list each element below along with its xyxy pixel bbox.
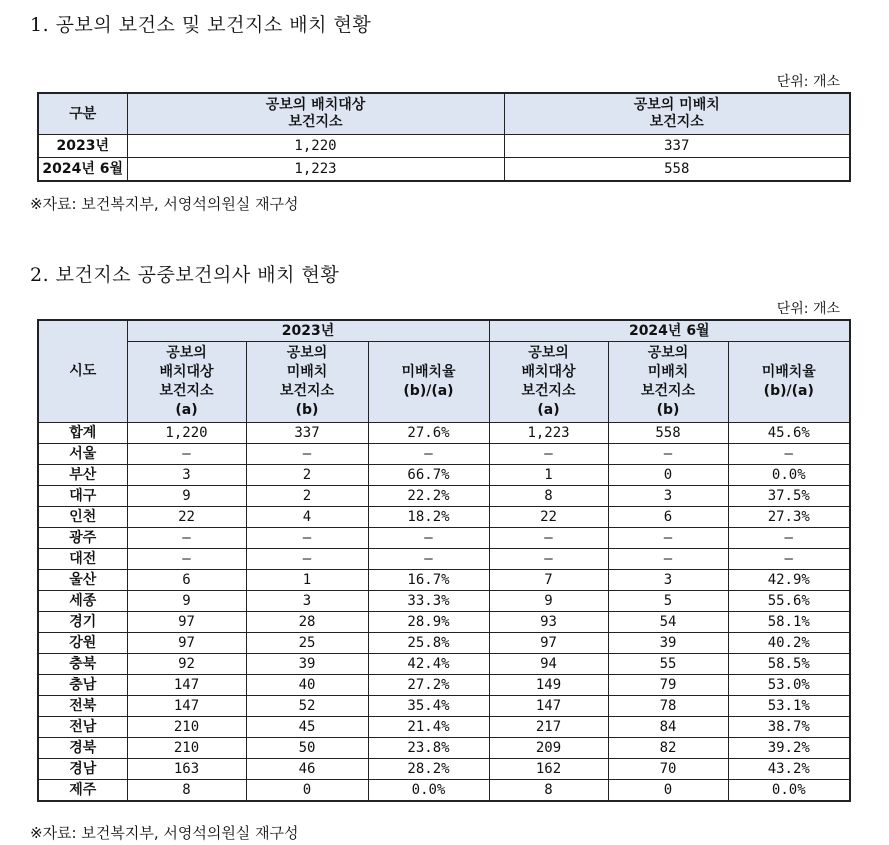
table-row <box>38 759 850 780</box>
region-name: 대구 <box>38 486 127 507</box>
cell-unplaced-2024: 79 <box>608 675 728 696</box>
cell-unplaced-2024: 558 <box>608 423 728 444</box>
cell-unplaced-2023: 337 <box>246 423 368 444</box>
cell-unplaced: 337 <box>504 135 850 158</box>
cell-rate-2023: 18.2% <box>368 507 489 528</box>
cell-unplaced-2024: 70 <box>608 759 728 780</box>
cell-unplaced-2024: 0 <box>608 780 728 802</box>
section2-source: ※자료: 보건복지부, 서영석의원실 재구성 <box>30 824 299 842</box>
header-year-2023: 2023년 <box>127 320 489 342</box>
cell-rate-2024: 53.1% <box>728 696 850 717</box>
cell-rate-2024: 37.5% <box>728 486 850 507</box>
cell-target-2023: 97 <box>127 612 246 633</box>
table-row <box>38 528 850 549</box>
cell-unplaced-2023: – <box>246 528 368 549</box>
cell-target-2023: 3 <box>127 465 246 486</box>
cell-rate-2024: 42.9% <box>728 570 850 591</box>
section1-title: 1. 공보의 보건소 및 보건지소 배치 현황 <box>30 14 372 36</box>
cell-unplaced-2023: 39 <box>246 654 368 675</box>
cell-target-2024: 94 <box>489 654 608 675</box>
cell-unplaced-2023: 4 <box>246 507 368 528</box>
region-name: 충남 <box>38 675 127 696</box>
table-row <box>38 549 850 570</box>
cell-target: 1,223 <box>127 158 504 182</box>
region-name: 부산 <box>38 465 127 486</box>
region-name: 광주 <box>38 528 127 549</box>
cell-target-2024: 93 <box>489 612 608 633</box>
cell-target-2023: 97 <box>127 633 246 654</box>
table-row <box>38 570 850 591</box>
cell-rate-2024: 0.0% <box>728 780 850 802</box>
header-target-2024: 공보의 배치대상 보건지소 (a) <box>489 342 608 423</box>
cell-target-2024: 162 <box>489 759 608 780</box>
cell-unplaced-2024: – <box>608 549 728 570</box>
cell-unplaced-2023: 0 <box>246 780 368 802</box>
header-category: 구분 <box>38 93 127 135</box>
cell-target-2023: – <box>127 549 246 570</box>
cell-target-2024: – <box>489 549 608 570</box>
cell-rate-2023: 27.6% <box>368 423 489 444</box>
cell-target-2023: 1,220 <box>127 423 246 444</box>
cell-rate-2023: 25.8% <box>368 633 489 654</box>
cell-target-2024: 9 <box>489 591 608 612</box>
region-name: 경기 <box>38 612 127 633</box>
table-row <box>38 158 850 182</box>
table-row <box>38 465 850 486</box>
cell-unplaced-2023: 25 <box>246 633 368 654</box>
cell-rate-2024: – <box>728 549 850 570</box>
cell-unplaced-2023: 2 <box>246 465 368 486</box>
cell-target-2024: 97 <box>489 633 608 654</box>
cell-unplaced-2024: 78 <box>608 696 728 717</box>
cell-unplaced-2023: 2 <box>246 486 368 507</box>
table-row <box>38 633 850 654</box>
cell-rate-2023: 35.4% <box>368 696 489 717</box>
cell-unplaced-2024: – <box>608 528 728 549</box>
table-row <box>38 717 850 738</box>
cell-unplaced-2023: 40 <box>246 675 368 696</box>
cell-unplaced-2024: 3 <box>608 486 728 507</box>
cell-unplaced-2024: 39 <box>608 633 728 654</box>
cell-rate-2023: 23.8% <box>368 738 489 759</box>
region-name: 강원 <box>38 633 127 654</box>
cell-rate-2024: 0.0% <box>728 465 850 486</box>
cell-target-2023: 210 <box>127 738 246 759</box>
table-row <box>38 675 850 696</box>
cell-target-2024: 149 <box>489 675 608 696</box>
table-row <box>38 591 850 612</box>
cell-unplaced-2023: 3 <box>246 591 368 612</box>
cell-unplaced-2023: 52 <box>246 696 368 717</box>
cell-target-2023: 8 <box>127 780 246 802</box>
cell-unplaced-2024: 5 <box>608 591 728 612</box>
region-name: 울산 <box>38 570 127 591</box>
cell-target-2024: – <box>489 528 608 549</box>
region-name: 인천 <box>38 507 127 528</box>
table-row <box>38 135 850 158</box>
cell-target-2024: 8 <box>489 780 608 802</box>
table-row <box>38 423 850 444</box>
header-unplaced-2024: 공보의 미배치 보건지소 (b) <box>608 342 728 423</box>
cell-unplaced: 558 <box>504 158 850 182</box>
region-name: 합계 <box>38 423 127 444</box>
cell-target-2024: – <box>489 444 608 465</box>
region-name: 전북 <box>38 696 127 717</box>
cell-rate-2024: 53.0% <box>728 675 850 696</box>
cell-rate-2023: 27.2% <box>368 675 489 696</box>
cell-rate-2024: 40.2% <box>728 633 850 654</box>
cell-unplaced-2024: – <box>608 444 728 465</box>
cell-target-2023: – <box>127 528 246 549</box>
region-name: 제주 <box>38 780 127 802</box>
cell-rate-2023: 33.3% <box>368 591 489 612</box>
cell-target-2023: 163 <box>127 759 246 780</box>
cell-target-2023: 6 <box>127 570 246 591</box>
cell-target-2023: 9 <box>127 486 246 507</box>
row-label: 2024년 6월 <box>38 158 127 182</box>
section1-unit: 단위: 개소 <box>776 74 840 90</box>
cell-target-2024: 147 <box>489 696 608 717</box>
cell-rate-2023: – <box>368 444 489 465</box>
cell-rate-2023: – <box>368 549 489 570</box>
table-row <box>38 696 850 717</box>
region-name: 전남 <box>38 717 127 738</box>
cell-unplaced-2024: 3 <box>608 570 728 591</box>
cell-rate-2023: 28.2% <box>368 759 489 780</box>
cell-unplaced-2023: 46 <box>246 759 368 780</box>
cell-rate-2024: – <box>728 528 850 549</box>
header-rate-2024: 미배치율 (b)/(a) <box>728 342 850 423</box>
table-row <box>38 444 850 465</box>
cell-unplaced-2023: 1 <box>246 570 368 591</box>
cell-target-2023: 9 <box>127 591 246 612</box>
header-unplaced: 공보의 미배치 보건지소 <box>504 93 850 135</box>
cell-unplaced-2023: 45 <box>246 717 368 738</box>
cell-unplaced-2024: 84 <box>608 717 728 738</box>
cell-unplaced-2024: 55 <box>608 654 728 675</box>
cell-rate-2024: 38.7% <box>728 717 850 738</box>
table-row <box>38 738 850 759</box>
region-placement-table <box>37 319 851 802</box>
region-name: 충북 <box>38 654 127 675</box>
header-region: 시도 <box>38 320 127 423</box>
cell-target-2024: 209 <box>489 738 608 759</box>
cell-unplaced-2024: 54 <box>608 612 728 633</box>
cell-target-2023: 210 <box>127 717 246 738</box>
cell-target-2024: 1,223 <box>489 423 608 444</box>
placement-summary-table <box>37 92 851 182</box>
cell-target-2024: 217 <box>489 717 608 738</box>
cell-target-2024: 7 <box>489 570 608 591</box>
table-row <box>38 780 850 802</box>
region-name: 세종 <box>38 591 127 612</box>
region-table-body <box>38 423 850 802</box>
cell-rate-2023: 21.4% <box>368 717 489 738</box>
table-row <box>38 486 850 507</box>
cell-target-2023: 92 <box>127 654 246 675</box>
header-year-2024: 2024년 6월 <box>489 320 850 342</box>
region-name: 경남 <box>38 759 127 780</box>
cell-target-2023: 147 <box>127 696 246 717</box>
cell-target-2024: 1 <box>489 465 608 486</box>
table-row <box>38 507 850 528</box>
cell-rate-2023: – <box>368 528 489 549</box>
cell-rate-2023: 0.0% <box>368 780 489 802</box>
cell-rate-2024: – <box>728 444 850 465</box>
cell-unplaced-2023: 28 <box>246 612 368 633</box>
cell-rate-2024: 39.2% <box>728 738 850 759</box>
cell-rate-2024: 58.5% <box>728 654 850 675</box>
cell-rate-2023: 28.9% <box>368 612 489 633</box>
section2-title: 2. 보건지소 공중보건의사 배치 현황 <box>30 264 340 286</box>
cell-unplaced-2023: – <box>246 549 368 570</box>
column-header-row <box>38 342 850 423</box>
cell-rate-2023: 66.7% <box>368 465 489 486</box>
cell-rate-2024: 45.6% <box>728 423 850 444</box>
region-name: 서울 <box>38 444 127 465</box>
header-unplaced-2023: 공보의 미배치 보건지소 (b) <box>246 342 368 423</box>
cell-unplaced-2024: 0 <box>608 465 728 486</box>
cell-rate-2024: 43.2% <box>728 759 850 780</box>
header-rate-2023: 미배치율 (b)/(a) <box>368 342 489 423</box>
table-header-row <box>38 93 850 135</box>
cell-target-2024: 8 <box>489 486 608 507</box>
cell-target-2023: 22 <box>127 507 246 528</box>
cell-target-2023: – <box>127 444 246 465</box>
cell-unplaced-2024: 6 <box>608 507 728 528</box>
table-row <box>38 654 850 675</box>
region-name: 대전 <box>38 549 127 570</box>
cell-unplaced-2023: 50 <box>246 738 368 759</box>
section1-source: ※자료: 보건복지부, 서영석의원실 재구성 <box>30 195 299 213</box>
cell-target-2023: 147 <box>127 675 246 696</box>
cell-rate-2024: 27.3% <box>728 507 850 528</box>
cell-rate-2024: 58.1% <box>728 612 850 633</box>
cell-target-2024: 22 <box>489 507 608 528</box>
region-name: 경북 <box>38 738 127 759</box>
year-header-row <box>38 320 850 342</box>
cell-rate-2023: 22.2% <box>368 486 489 507</box>
cell-unplaced-2023: – <box>246 444 368 465</box>
cell-rate-2024: 55.6% <box>728 591 850 612</box>
row-label: 2023년 <box>38 135 127 158</box>
cell-rate-2023: 16.7% <box>368 570 489 591</box>
section2-unit: 단위: 개소 <box>776 301 840 317</box>
cell-target: 1,220 <box>127 135 504 158</box>
table-row <box>38 612 850 633</box>
cell-rate-2023: 42.4% <box>368 654 489 675</box>
cell-unplaced-2024: 82 <box>608 738 728 759</box>
header-target: 공보의 배치대상 보건지소 <box>127 93 504 135</box>
header-target-2023: 공보의 배치대상 보건지소 (a) <box>127 342 246 423</box>
